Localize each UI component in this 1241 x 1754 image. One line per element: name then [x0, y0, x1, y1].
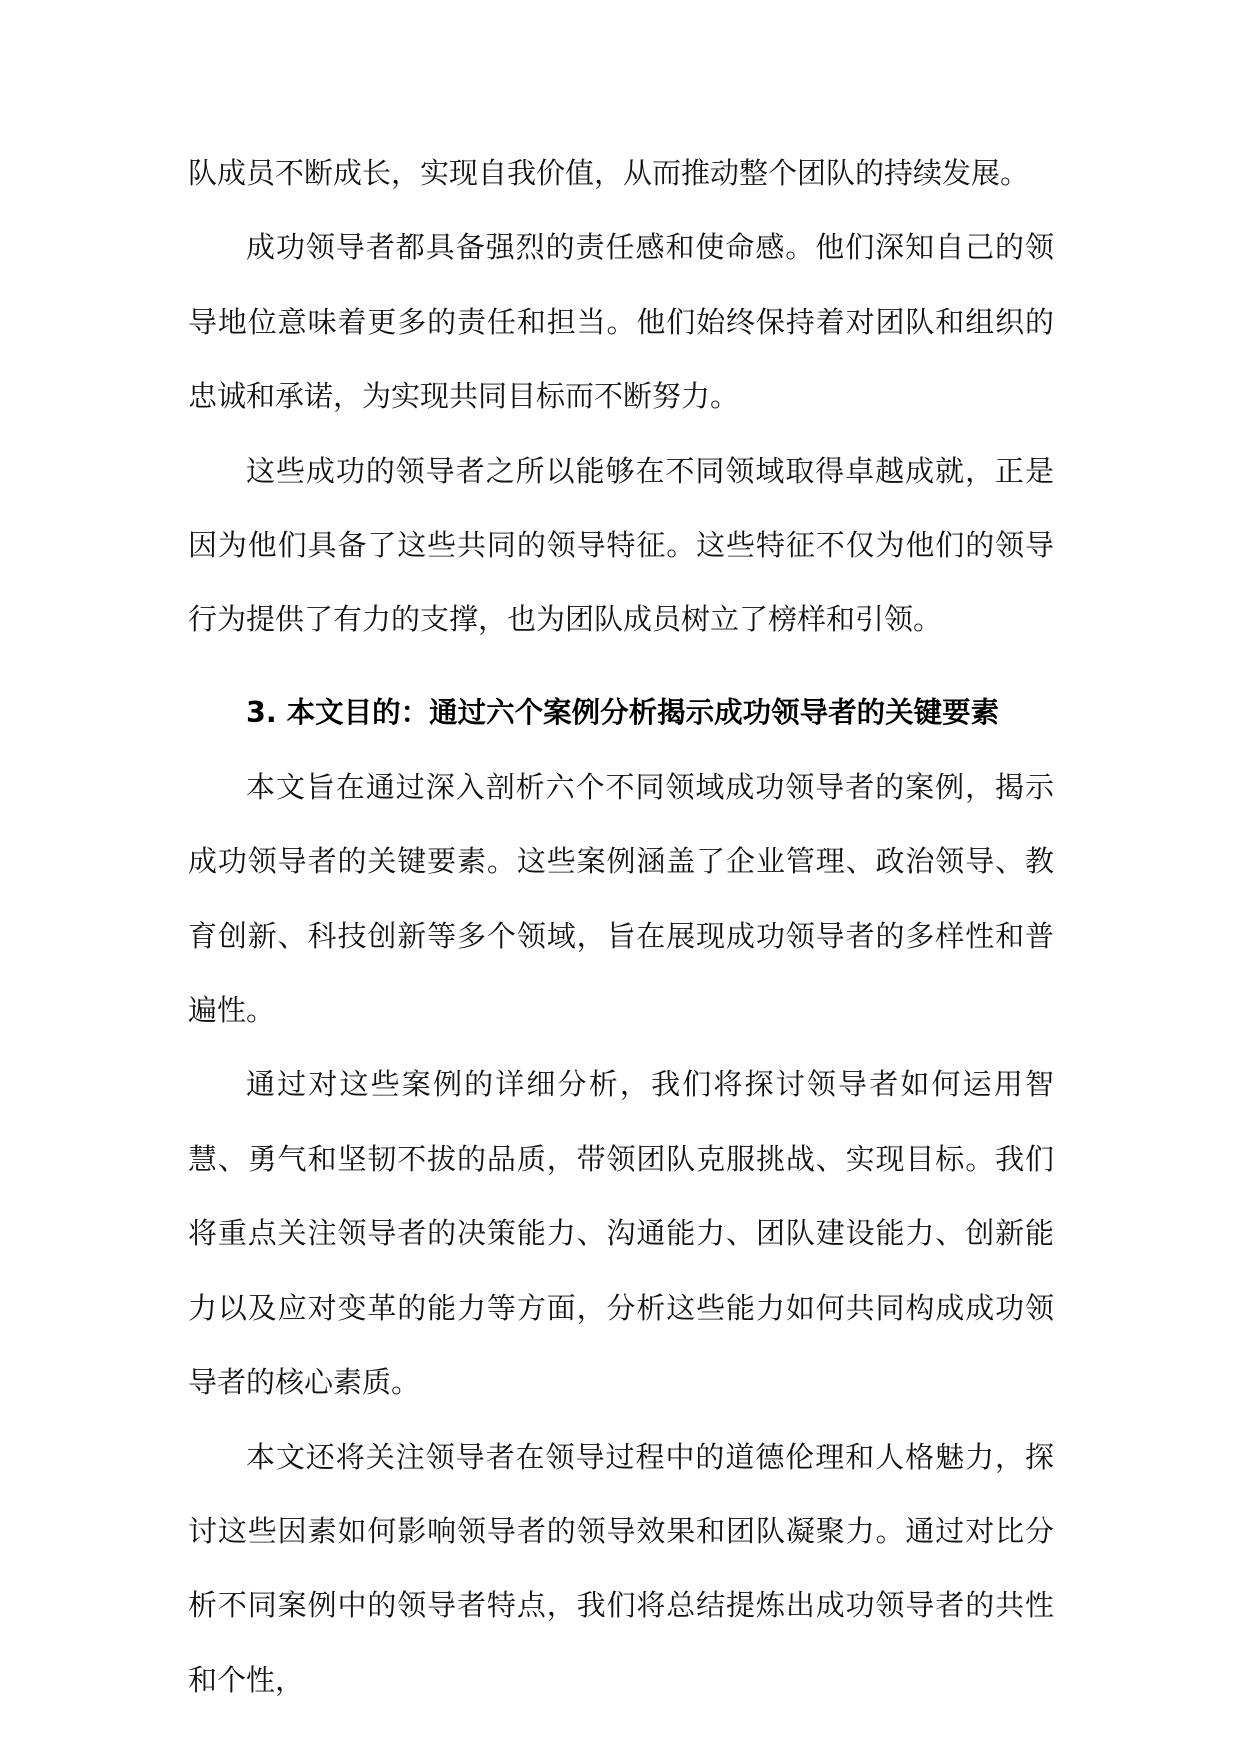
document-body: [188, 136, 1054, 1717]
section-heading: 3. 本文目的：通过六个案例分析揭示成功领导者的关键要素: [246, 695, 1000, 729]
paragraph-responsibility: 成功领导者都具备强烈的责任感和使命感。他们深知自己的领导地位意味着更多的责任和担当。他们始终保持着对团队和组织的忠诚和承诺，为实现共同目标而不断努力。: [188, 230, 1054, 414]
paragraph-analysis: 通过对这些案例的详细分析，我们将探讨领导者如何运用智慧、勇气和坚韧不拔的品质，带领团队克服挑战、实现目标。我们将重点关注领导者的决策能力、沟通能力、团队建设能力、创新能力以及应对变革的能力等方面，分析这些能力如何共同构成成功领导者的核心素质。: [188, 1067, 1054, 1400]
paragraph-continued: 队成员不断成长，实现自我价值，从而推动整个团队的持续发展。: [188, 156, 1030, 190]
paragraph-common-traits: 这些成功的领导者之所以能够在不同领域取得卓越成就，正是因为他们具备了这些共同的领导特征。这些特征不仅为他们的领导行为提供了有力的支撑，也为团队成员树立了榜样和引领。: [188, 453, 1054, 637]
paragraph-ethics: 本文还将关注领导者在领导过程中的道德伦理和人格魅力，探讨这些因素如何影响领导者的领导效果和团队凝聚力。通过对比分析不同案例中的领导者特点，我们将总结提炼出成功领导者的共性和个性，: [188, 1439, 1054, 1697]
paragraph-purpose: 本文旨在通过深入剖析六个不同领域成功领导者的案例，揭示成功领导者的关键要素。这些案例涵盖了企业管理、政治领导、教育创新、科技创新等多个领域，旨在展现成功领导者的多样性和普遍性。: [188, 769, 1054, 1028]
